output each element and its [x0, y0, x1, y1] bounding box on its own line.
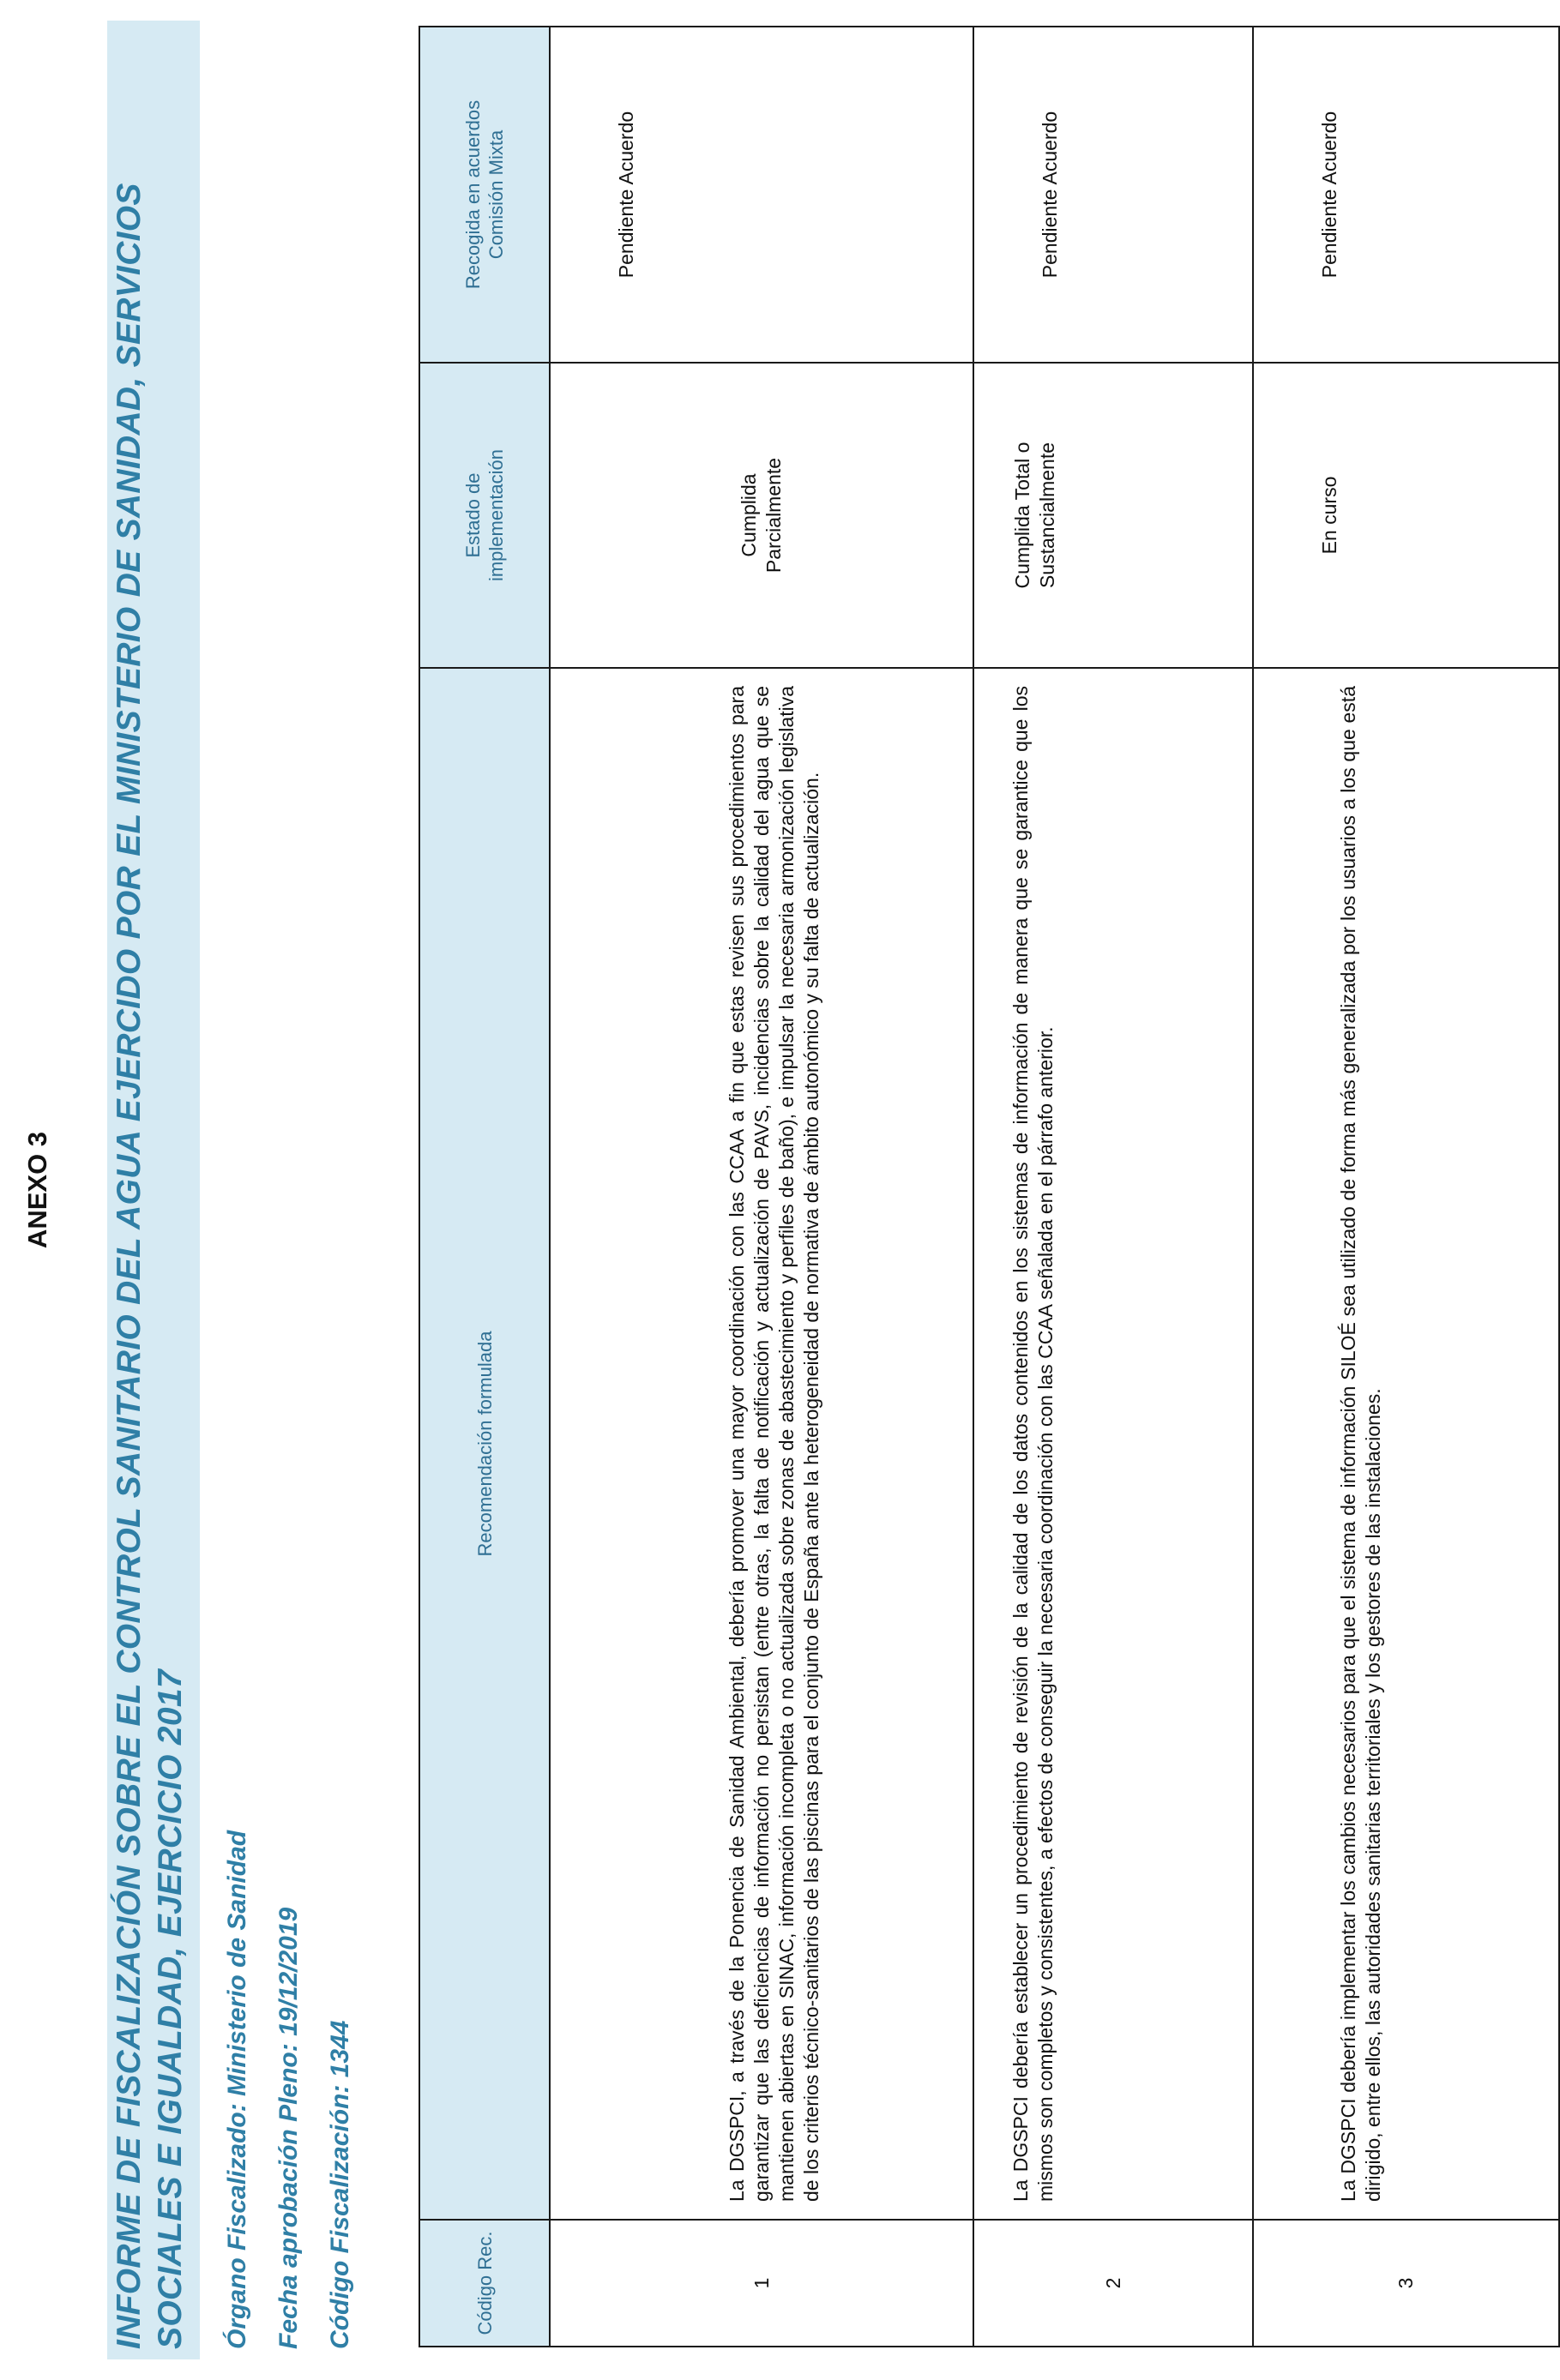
row-agreement-text: Pendiente Acuerdo — [1039, 111, 1061, 279]
header-acuerdos-text: Recogida en acuerdos Comisión Mixta — [462, 99, 507, 290]
row-status — [550, 363, 973, 668]
header-recomendacion: Recomendación formulada — [419, 668, 550, 2220]
row-recommendation: La DGSPCI debería implementar los cambios necesarios para que el sistema de información SILOÉ sea utilizado de forma más generalizada por los usuarios a los que está dirigido, entre ellos, las autoridades sanitarias territoriales y los gestores de las instalaciones. — [1253, 668, 1559, 2220]
row-status-line2: Sustancialmente — [1036, 442, 1058, 589]
row-status-line1: En curso — [1318, 476, 1340, 555]
row-code: 1 — [550, 2220, 973, 2347]
row-status — [973, 363, 1253, 668]
table-row — [1253, 27, 1559, 2347]
audit-code: Código Fiscalización: 1344 — [326, 2020, 354, 2349]
row-agreement — [550, 27, 973, 363]
row-status-line1: Cumplida Total o — [1011, 442, 1033, 589]
header-codigo: Código Rec. — [419, 2220, 550, 2347]
row-recommendation: La DGSPCI debería establecer un procedimiento de revisión de la calidad de los datos contenidos en los sistemas de información de manera que se garantice que los mismos son completos y consistentes, a efectos de conseguir la necesaria coordinación con las CCAA señalada en el párrafo anterior. — [973, 668, 1253, 2220]
header-estado-text: Estado de implementación — [462, 448, 507, 582]
table-header-row — [419, 27, 550, 2347]
recommendations-table — [419, 26, 1560, 2347]
report-title: INFORME DE FISCALIZACIÓN SOBRE EL CONTROL SANITARIO DEL AGUA EJERCIDO POR EL MINISTERIO DE SANIDAD, SERVICIOS SOCIALES E IGUALDAD, EJERCICIO 2017 — [111, 183, 189, 2349]
table-row — [973, 27, 1253, 2347]
approval-date: Fecha aprobación Pleno: 19/12/2019 — [274, 1907, 303, 2349]
table-row — [550, 27, 973, 2347]
audited-entity: Órgano Fiscalizado: Ministerio de Sanidad — [223, 1830, 251, 2349]
row-status-line1: Cumplida — [738, 473, 760, 557]
row-code: 3 — [1253, 2220, 1559, 2347]
row-code: 2 — [973, 2220, 1253, 2347]
row-agreement-text: Pendiente Acuerdo — [1318, 111, 1340, 279]
annex-heading: ANEXO 3 — [22, 1131, 52, 1249]
header-estado — [419, 363, 550, 668]
row-agreement — [1253, 27, 1559, 363]
row-status-line2: Parcialmente — [762, 457, 785, 574]
row-agreement-text: Pendiente Acuerdo — [615, 111, 637, 279]
row-recommendation: La DGSPCI, a través de la Ponencia de Sanidad Ambiental, debería promover una mayor coordinación con las CCAA a fin que estas revisen sus procedimientos para garantizar que las deficiencias de información no persistan (entre otras, la falta de notificación y actualización de PAVS, incidencias sobre la calidad del agua que se mantienen abiertas en SINAC, información incompleta o no actualizada sobre zonas de abastecimiento y perfiles de baño), e impulsar la necesaria armonización legislativa de los criterios técnico-sanitarios de las piscinas para el conjunto de España ante la heterogeneidad de normativa de ámbito autonómico y su falta de actualización. — [550, 668, 973, 2220]
header-acuerdos — [419, 27, 550, 363]
row-status — [1253, 363, 1559, 668]
row-agreement — [973, 27, 1253, 363]
